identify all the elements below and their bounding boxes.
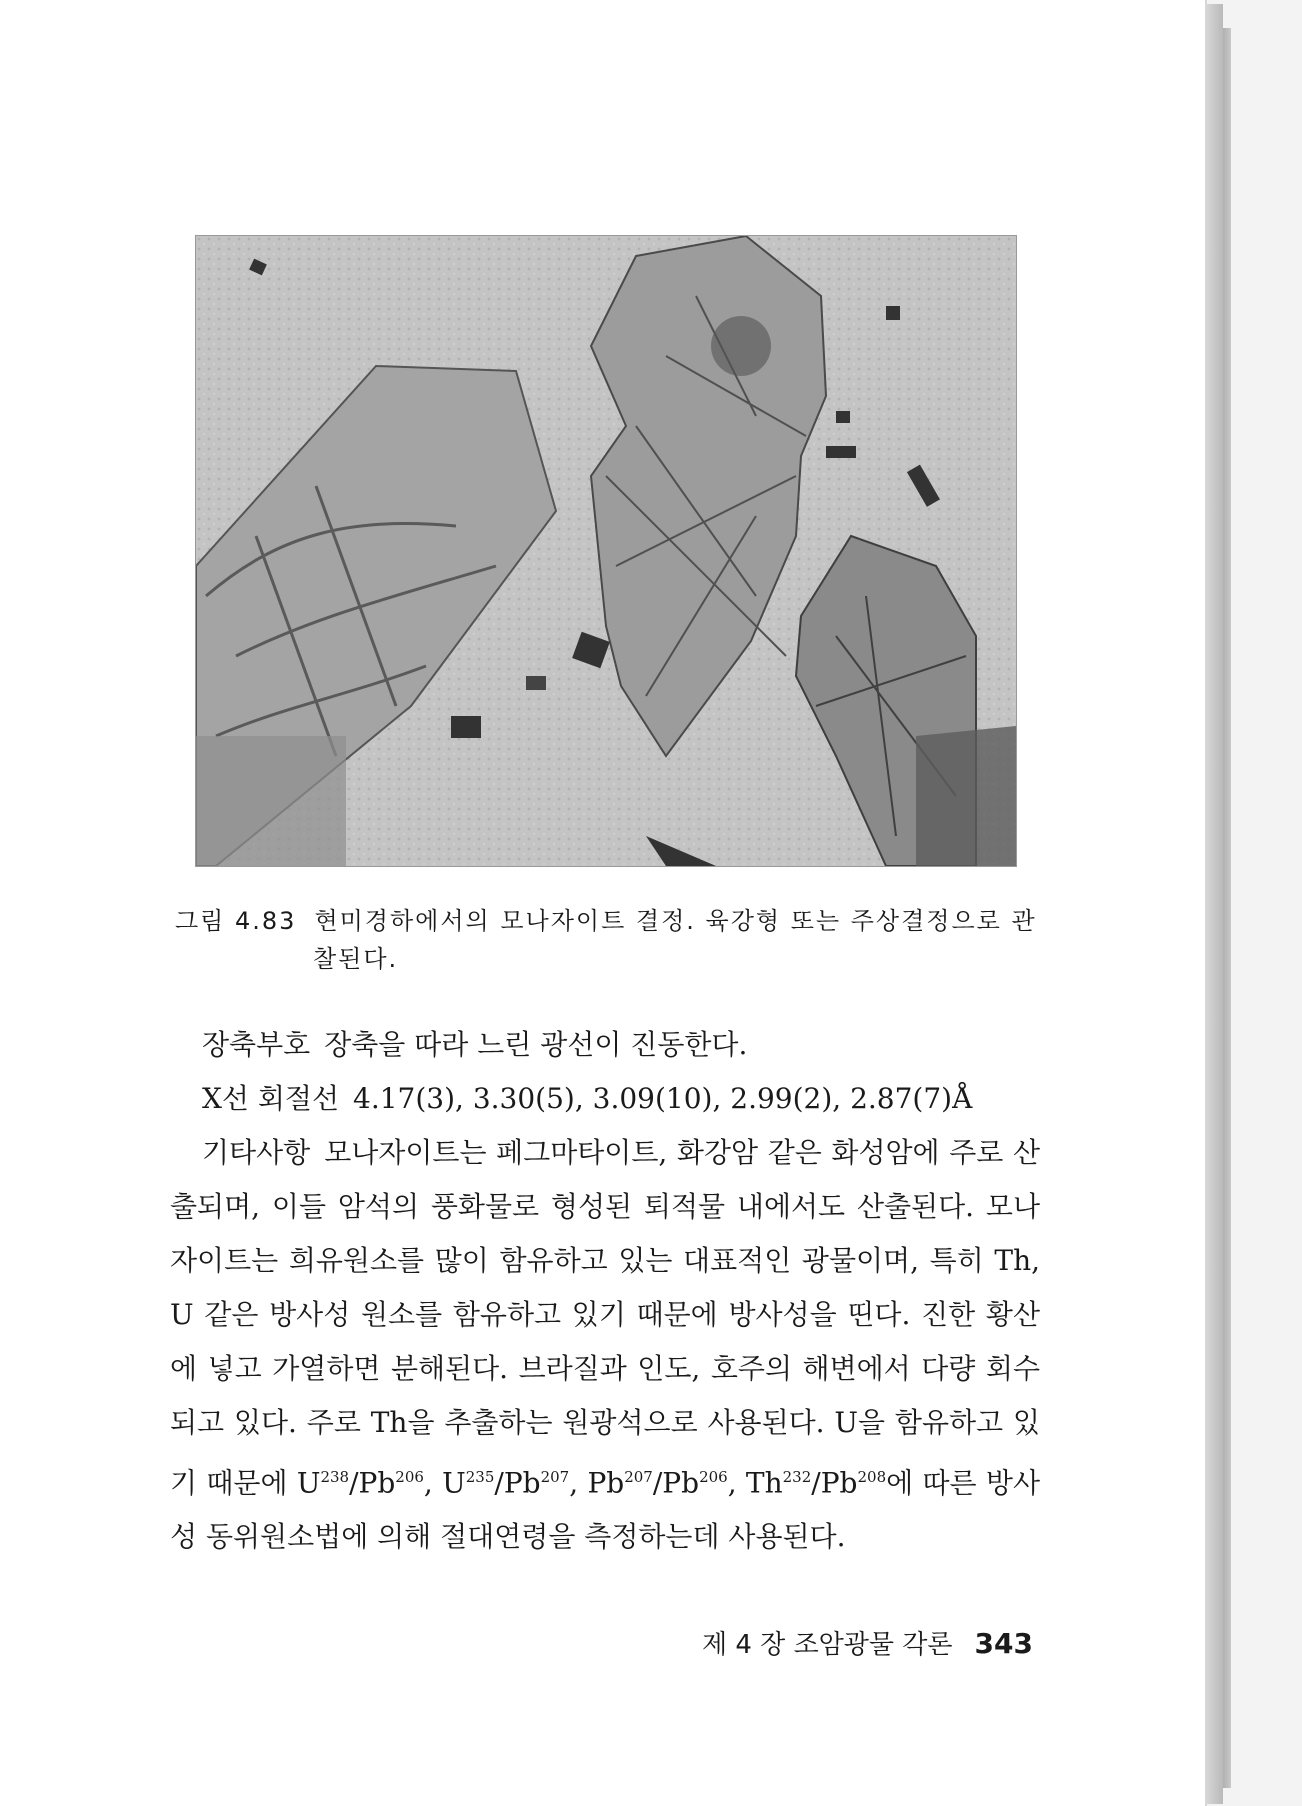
sup-206: 206	[395, 1468, 424, 1486]
figure-label: 그림 4.83	[175, 907, 297, 935]
figure-caption	[175, 902, 1055, 978]
remarks-term: 기타사항	[202, 1136, 311, 1169]
page-stack-edge	[1205, 4, 1223, 1804]
page-number: 343	[974, 1627, 1033, 1660]
sup-207b: 207	[624, 1468, 653, 1486]
body-text	[170, 1018, 1040, 1564]
elongation-line	[170, 1018, 1040, 1072]
xray-term: X선 회절선	[202, 1082, 340, 1115]
sup-232: 232	[782, 1468, 812, 1486]
remarks-text-1: 모나자이트는 페그마타이트, 화강암 같은 화성암에 주로 산출되며, 이들 암석의 풍화물로 형성된 퇴적물 내에서도 산출된다. 모나자이트는 희유원소를 많이 함유하고 있는 대표적인 광물이며, 특히 Th, U 같은 방사성 원소를 함유하고 있기 때문에 방사성을 띤다. 진한 황산에 넣고 가열하면 분해된다. 브라질과 인도, 호주의 해변에서 다량 회수되고 있다. 주로 Th을 추출하는 원광석으로 사용된다. U을 함유하고 있기 때문에	[170, 1136, 1040, 1500]
isotope-u235: U	[442, 1466, 466, 1500]
isotope-pb-4: /Pb	[811, 1466, 858, 1500]
sup-238: 238	[320, 1468, 350, 1486]
isotope-pb207: Pb	[587, 1466, 625, 1500]
isotope-u238: U	[296, 1466, 321, 1500]
sep-2: ,	[569, 1466, 588, 1500]
page-footer	[702, 1624, 1033, 1661]
sup-207: 207	[540, 1468, 570, 1486]
monazite-micrograph-image	[195, 235, 1017, 867]
elongation-text: 장축을 따라 느린 광선이 진동한다.	[324, 1028, 748, 1061]
chapter-title: 제 4 장 조암광물 각론	[702, 1630, 953, 1660]
xray-line	[170, 1072, 1040, 1126]
page-stack-edge-2	[1223, 28, 1231, 1788]
isotope-pb: /Pb	[349, 1466, 396, 1500]
sep-1: ,	[423, 1466, 443, 1500]
remarks-text-2: 에 따른 방사성 동위원소법에 의해 절대연령을 측정하는데 사용된다.	[170, 1466, 1040, 1554]
caption-line2: 찰된다.	[313, 945, 399, 973]
xray-text: 4.17(3), 3.30(5), 3.09(10), 2.99(2), 2.87(7)Å	[353, 1082, 973, 1115]
caption-line1: 현미경하에서의 모나자이트 결정. 육강형 또는 주상결정으로 관	[314, 907, 1037, 935]
isotope-pb-3: /Pb	[652, 1466, 700, 1500]
sup-235: 235	[465, 1468, 495, 1486]
sup-206b: 206	[699, 1468, 728, 1486]
sep-3: ,	[727, 1466, 746, 1500]
sup-208: 208	[857, 1468, 887, 1486]
remarks-paragraph	[170, 1126, 1040, 1564]
isotope-pb-2: /Pb	[494, 1466, 541, 1500]
elongation-term: 장축부호	[202, 1028, 311, 1061]
isotope-th: Th	[745, 1466, 783, 1500]
